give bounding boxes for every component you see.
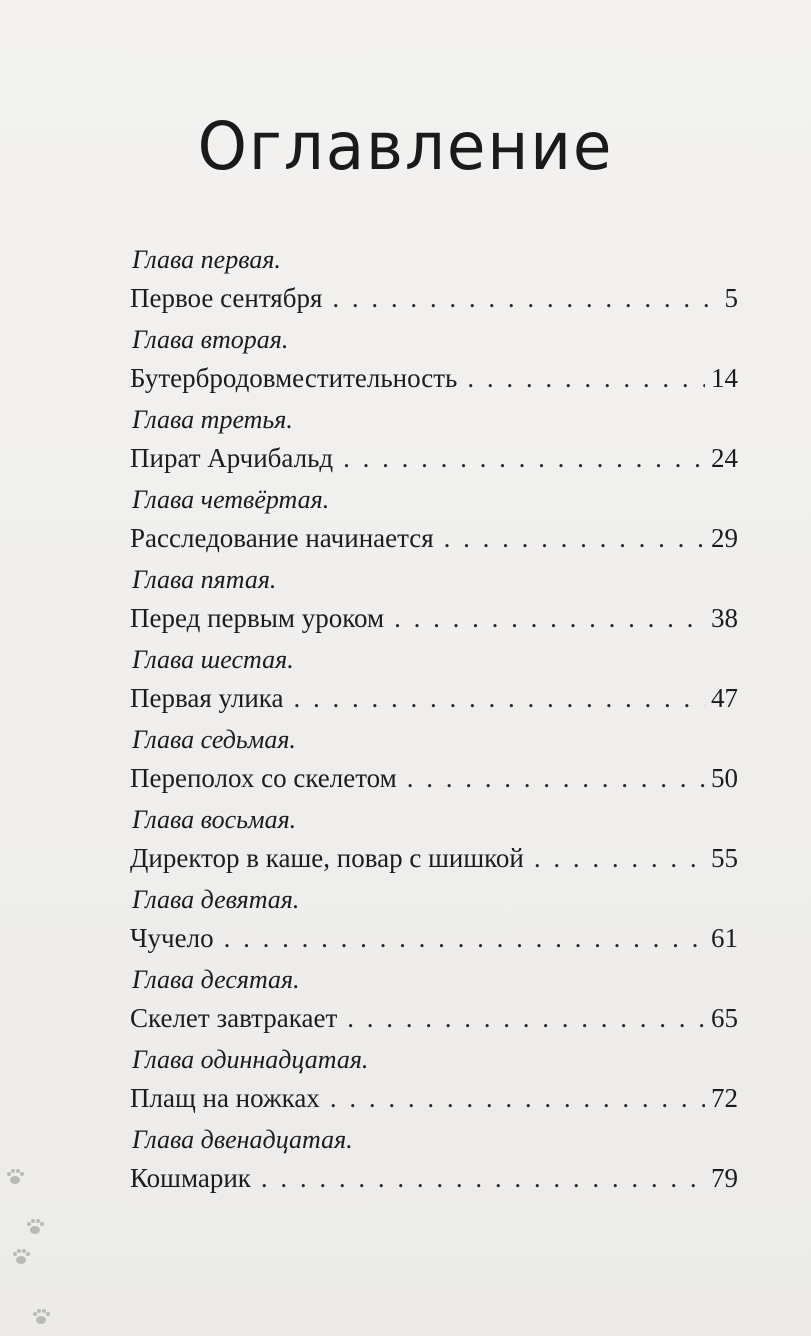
page-number: 72 <box>711 1083 738 1113</box>
toc-entry <box>130 964 738 1044</box>
table-of-contents <box>130 244 738 1204</box>
toc-entry <box>130 244 738 324</box>
paw-print-icon <box>30 1306 52 1328</box>
page-number: 61 <box>711 923 738 953</box>
leader-dots <box>534 840 705 876</box>
leader-dots <box>343 440 705 476</box>
chapter-label: Глава вторая. <box>132 325 289 354</box>
chapter-title: Скелет завтракает <box>130 1003 338 1033</box>
leader-dots <box>444 520 705 556</box>
leader-dots <box>407 760 705 796</box>
chapter-label: Глава седьмая. <box>132 725 296 754</box>
chapter-label: Глава четвёртая. <box>132 485 330 514</box>
page-number: 38 <box>711 603 738 633</box>
chapter-label: Глава восьмая. <box>132 805 297 834</box>
chapter-title: Пират Арчибальд <box>130 443 334 473</box>
chapter-title: Перед первым уроком <box>130 603 385 633</box>
chapter-title: Кошмарик <box>130 1163 251 1193</box>
paw-print-icon <box>24 1216 46 1238</box>
toc-entry <box>130 1044 738 1124</box>
leader-dots <box>261 1160 705 1196</box>
leader-dots <box>347 1000 705 1036</box>
paw-print-icon <box>4 1166 26 1188</box>
chapter-label: Глава девятая. <box>132 885 300 914</box>
page-title: Оглавление <box>197 108 614 185</box>
toc-entry <box>130 404 738 484</box>
toc-entry <box>130 644 738 724</box>
chapter-title: Расследование начинается <box>130 523 434 553</box>
page-number: 79 <box>711 1163 738 1193</box>
toc-entry <box>130 724 738 804</box>
chapter-label: Глава шестая. <box>132 645 294 674</box>
leader-dots <box>293 680 705 716</box>
toc-entry <box>130 564 738 644</box>
chapter-title: Чучело <box>130 923 214 953</box>
toc-entry <box>130 884 738 964</box>
chapter-title: Первое сентября <box>130 283 323 313</box>
page-number: 14 <box>711 363 738 393</box>
leader-dots <box>330 1080 705 1116</box>
page-number: 5 <box>724 283 738 313</box>
leader-dots <box>224 920 705 956</box>
chapter-title: Переполох со скелетом <box>130 763 397 793</box>
page-number: 29 <box>711 523 738 553</box>
leader-dots <box>332 280 718 316</box>
chapter-title: Бутербродовместительность <box>130 363 458 393</box>
page-number: 65 <box>711 1003 738 1033</box>
chapter-title: Первая улика <box>130 683 284 713</box>
toc-entry <box>130 804 738 884</box>
toc-entry <box>130 1124 738 1204</box>
page-number: 55 <box>711 843 738 873</box>
chapter-title: Плащ на ножках <box>130 1083 320 1113</box>
toc-entry <box>130 324 738 404</box>
chapter-label: Глава двенадцатая. <box>132 1125 353 1154</box>
paw-print-icon <box>10 1246 32 1268</box>
leader-dots <box>394 600 705 636</box>
page-number: 50 <box>711 763 738 793</box>
chapter-title: Директор в каше, повар с шишкой <box>130 843 524 873</box>
page-number: 24 <box>711 443 738 473</box>
chapter-label: Глава первая. <box>132 245 281 274</box>
chapter-label: Глава десятая. <box>132 965 300 994</box>
chapter-label: Глава третья. <box>132 405 293 434</box>
leader-dots <box>467 360 705 396</box>
page-number: 47 <box>711 683 738 713</box>
chapter-label: Глава одиннадцатая. <box>132 1045 369 1074</box>
chapter-label: Глава пятая. <box>132 565 277 594</box>
toc-entry <box>130 484 738 564</box>
